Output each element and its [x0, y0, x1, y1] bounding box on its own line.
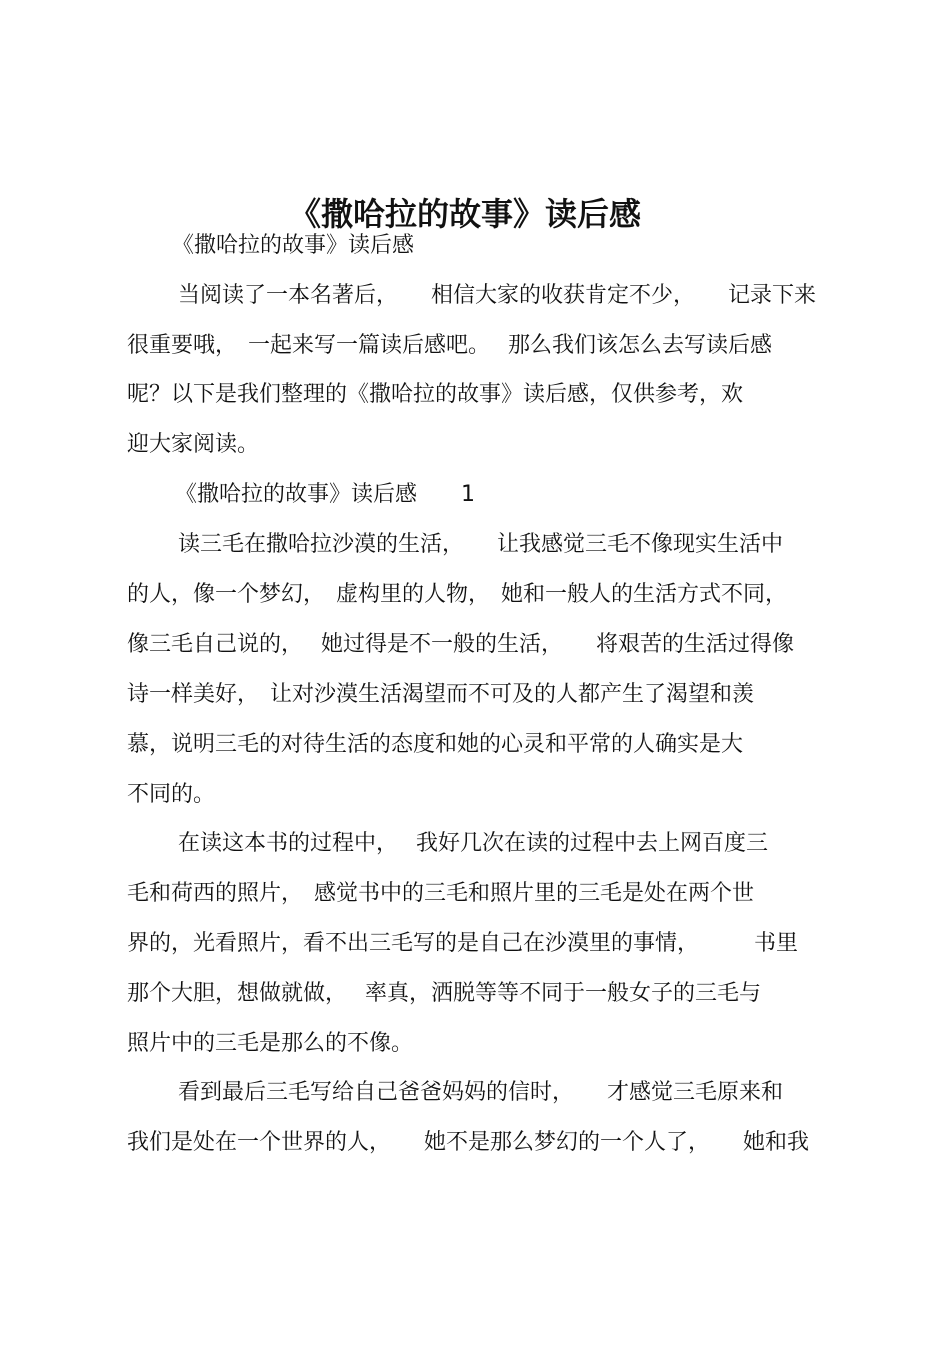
subtitle-line: 《撒哈拉的故事》读后感: [172, 233, 415, 258]
document-title: 《撒哈拉的故事》读后感: [288, 195, 641, 234]
paragraph-line: 像三毛自己说的， 她过得是不一般的生活， 将艰苦的生活过得像: [127, 632, 794, 657]
paragraph-line: 那个大胆，想做就做， 率真，洒脱等等不同于一般女子的三毛与: [127, 981, 761, 1006]
paragraph-line: 慕，说明三毛的对待生活的态度和她的心灵和平常的人确实是大: [127, 732, 744, 757]
section-heading: 《撒哈拉的故事》读后感 1: [175, 482, 475, 507]
paragraph-line: 很重要哦， 一起来写一篇读后感吧。 那么我们该怎么去写读后感: [127, 333, 772, 358]
paragraph-line: 界的，光看照片，看不出三毛写的是自己在沙漠里的事情， 书里: [127, 931, 799, 956]
paragraph-line: 当阅读了一本名著后， 相信大家的收获肯定不少， 记录下来: [178, 283, 817, 308]
paragraph-line: 看到最后三毛写给自己爸爸妈妈的信时， 才感觉三毛原来和: [178, 1080, 784, 1105]
paragraph-line: 不同的。: [127, 782, 216, 807]
paragraph-line: 的人，像一个梦幻， 虚构里的人物， 她和一般人的生活方式不同，: [127, 582, 788, 607]
paragraph-line: 照片中的三毛是那么的不像。: [127, 1031, 414, 1056]
paragraph-line: 读三毛在撒哈拉沙漠的生活， 让我感觉三毛不像现实生活中: [178, 532, 784, 557]
paragraph-line: 迎大家阅读。: [127, 432, 260, 457]
paragraph-line: 诗一样美好， 让对沙漠生活渴望而不可及的人都产生了渴望和羡: [127, 682, 755, 707]
paragraph-line: 我们是处在一个世界的人， 她不是那么梦幻的一个人了， 她和我: [127, 1130, 810, 1155]
paragraph-line: 呢？以下是我们整理的《撒哈拉的故事》读后感，仅供参考，欢: [127, 382, 744, 407]
paragraph-line: 毛和荷西的照片， 感觉书中的三毛和照片里的三毛是处在两个世: [127, 881, 755, 906]
paragraph-line: 在读这本书的过程中， 我好几次在读的过程中去上网百度三: [178, 831, 768, 856]
